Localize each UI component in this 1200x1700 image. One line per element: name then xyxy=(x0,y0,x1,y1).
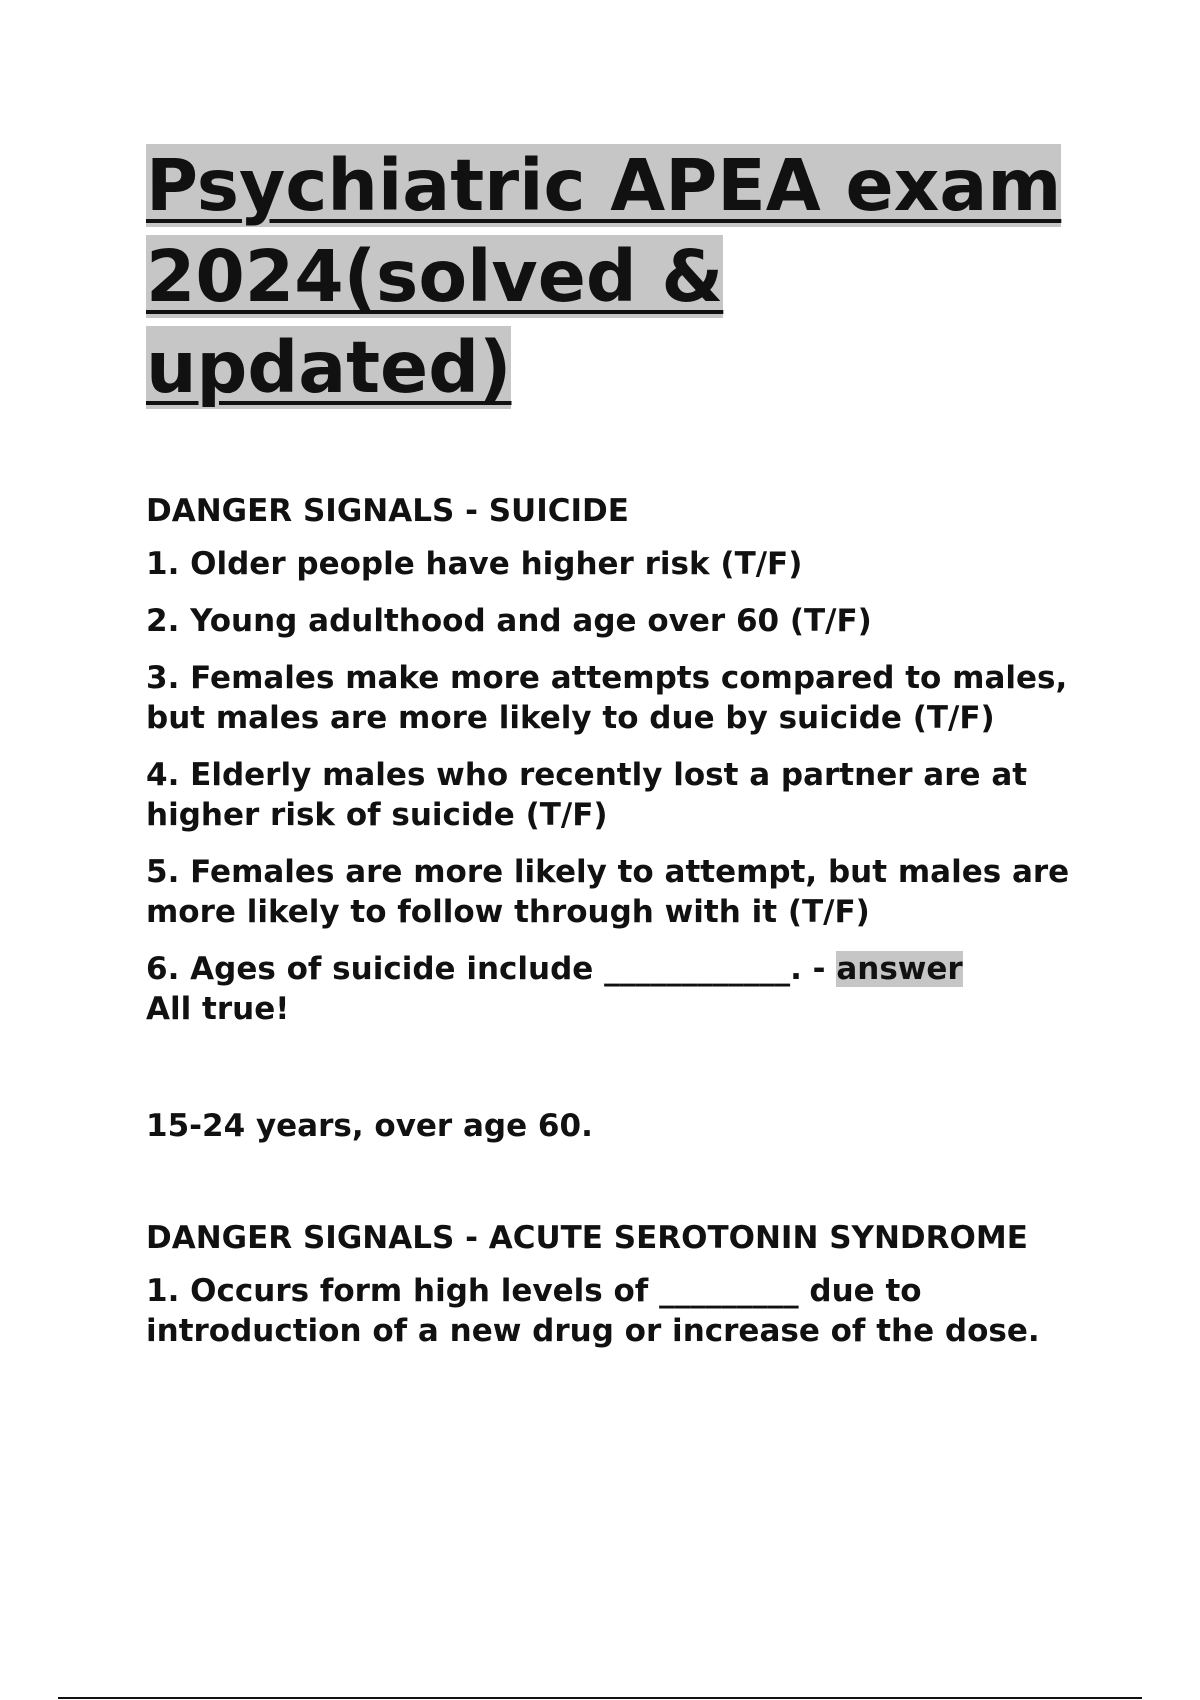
document-title xyxy=(146,140,1096,413)
answer-label-highlight: answer xyxy=(836,951,963,987)
question-item: 1. Occurs form high levels of _________ due to introduction of a new drug or increase of the dose. xyxy=(146,1273,1040,1349)
question-item-6 xyxy=(146,949,1096,1029)
answer-text: All true! xyxy=(146,991,290,1027)
footer-rule xyxy=(58,1697,1142,1699)
title-line-3: updated) xyxy=(146,326,512,409)
spacer xyxy=(146,641,1096,658)
spacer xyxy=(146,531,1096,544)
title-line-2: 2024(solved & xyxy=(146,235,724,318)
spacer xyxy=(146,835,1096,852)
section-heading-serotonin: DANGER SIGNALS - ACUTE SEROTONIN SYNDROME xyxy=(146,1220,1028,1256)
answer-line: 15-24 years, over age 60. xyxy=(146,1108,593,1144)
spacer xyxy=(146,584,1096,601)
spacer xyxy=(146,413,1096,491)
question-item: 3. Females make more attempts compared to males, but males are more likely to due by suicide (T/F) xyxy=(146,660,1068,736)
question-item: 1. Older people have higher risk (T/F) xyxy=(146,546,803,582)
question-item: 4. Elderly males who recently lost a partner are at higher risk of suicide (T/F) xyxy=(146,757,1028,833)
spacer xyxy=(146,1258,1096,1271)
spacer xyxy=(146,738,1096,755)
title-line-1: Psychiatric APEA exam xyxy=(146,144,1062,227)
question-item: 5. Females are more likely to attempt, but males are more likely to follow through with it (T/F) xyxy=(146,854,1070,930)
spacer xyxy=(146,932,1096,949)
document-content xyxy=(146,140,1096,1351)
spacer xyxy=(146,1029,1096,1106)
question-6-prefix: 6. Ages of suicide include ____________. - xyxy=(146,951,837,987)
question-item: 2. Young adulthood and age over 60 (T/F) xyxy=(146,603,872,639)
section-heading-suicide: DANGER SIGNALS - SUICIDE xyxy=(146,493,629,529)
spacer xyxy=(146,1146,1096,1218)
